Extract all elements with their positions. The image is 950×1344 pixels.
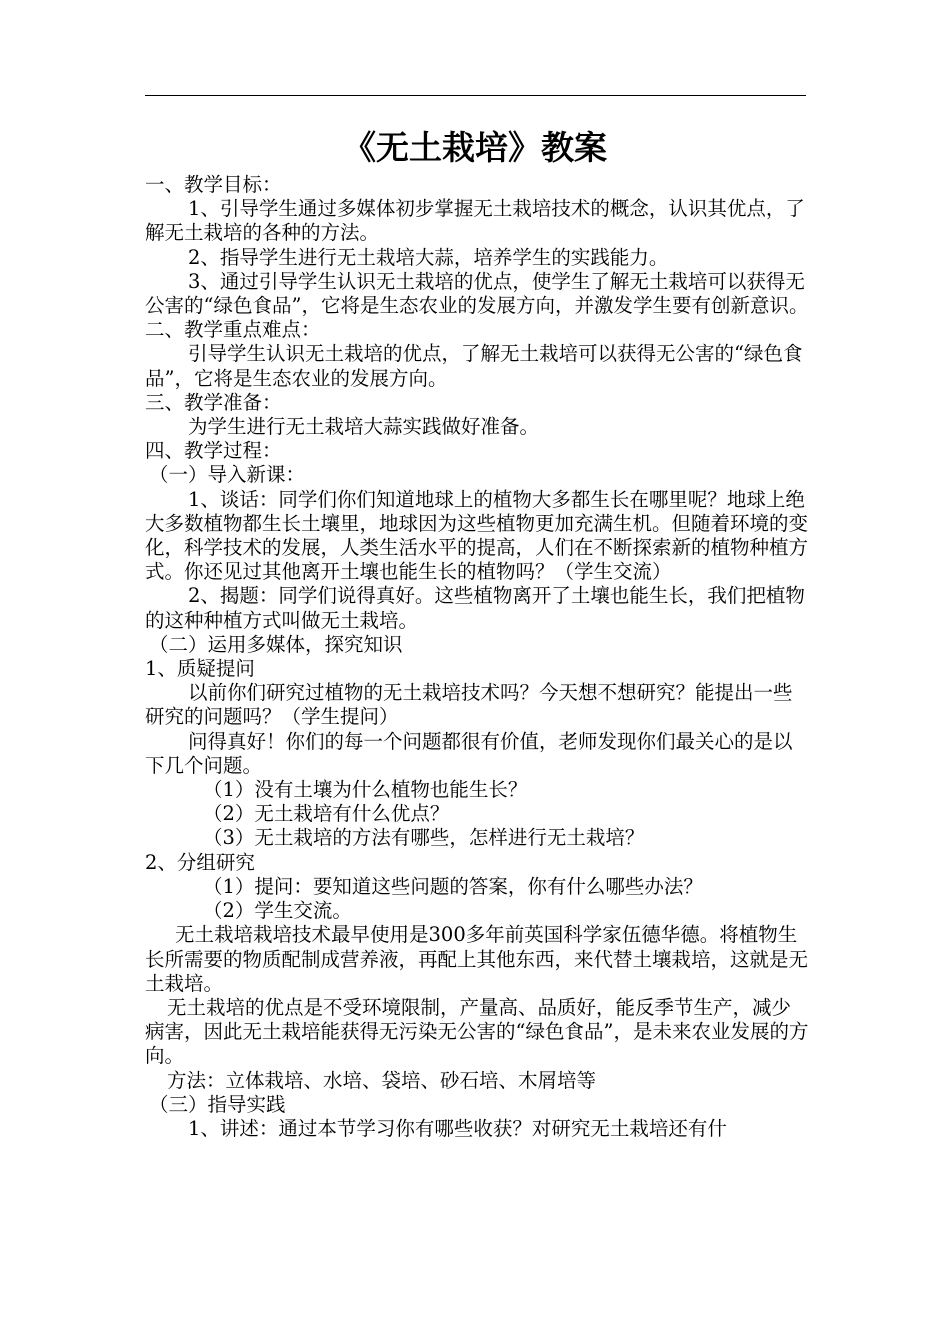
paragraph: 2、揭题：同学们说得真好。这些植物离开了土壤也能生长，我们把植物的这种种植方式叫做无土栽培。 <box>145 584 805 632</box>
paragraph: （3）无土栽培的方法有哪些，怎样进行无土栽培？ <box>203 826 645 850</box>
paragraph: 为学生进行无土栽培大蒜实践做好准备。 <box>188 415 540 439</box>
paragraph: 引导学生认识无土栽培的优点，了解无土栽培可以获得无公害的“绿色食品”，它将是生态农业的发展方向。 <box>145 342 803 390</box>
paragraph: （一）导入新课： <box>149 463 306 487</box>
document-body <box>145 173 810 1141</box>
paragraph: 1、讲述：通过本节学习你有哪些收获？对研究无土栽培还有什 <box>188 1116 727 1140</box>
paragraph: 问得真好！你们的每一个问题都很有价值，老师发现你们最关心的是以下几个问题。 <box>145 729 793 777</box>
paragraph: 四、教学过程： <box>145 439 282 463</box>
paragraph: 1、质疑提问 <box>145 657 255 681</box>
paragraph: 2、分组研究 <box>145 850 255 874</box>
paragraph: （2）无土栽培有什么优点？ <box>203 802 450 826</box>
document-title: 《无土栽培》教案 <box>343 128 607 167</box>
paragraph: 三、教学准备： <box>145 390 282 414</box>
paragraph: 2、指导学生进行无土栽培大蒜，培养学生的实践能力。 <box>188 245 669 269</box>
paragraph: 方法：立体栽培、水培、袋培、砂石培、木屑培等 <box>167 1068 597 1092</box>
paragraph: （1）没有土壤为什么植物也能生长？ <box>203 778 528 802</box>
paragraph: 以前你们研究过植物的无土栽培技术吗？今天想不想研究？能提出一些研究的问题吗？（学生提问） <box>145 681 793 729</box>
header-rule <box>145 95 806 96</box>
paragraph: 无土栽培的优点是不受环境限制，产量高、品质好，能反季节生产，减少病害，因此无土栽培能获得无污染无公害的“绿色食品”，是未来农业发展的方向。 <box>145 995 809 1068</box>
paragraph: 3、通过引导学生认识无土栽培的优点，使学生了解无土栽培可以获得无公害的“绿色食品”，它将是生态农业的发展方向，并激发学生要有创新意识。 <box>145 269 809 318</box>
paragraph: 一、教学目标： <box>145 173 282 196</box>
paragraph: 二、教学重点难点： <box>145 318 321 342</box>
paragraph: 1、引导学生通过多媒体初步掌握无土栽培技术的概念，认识其优点，了解无土栽培的各种的方法。 <box>145 197 805 245</box>
paragraph: （2）学生交流。 <box>203 899 352 923</box>
paragraph: （1）提问：要知道这些问题的答案，你有什么哪些办法？ <box>203 874 703 898</box>
paragraph: 1、谈话：同学们你们知道地球上的植物大多都生长在哪里呢？地球上绝大多数植物都生长土壤里，地球因为这些植物更加充满生机。但随着环境的变化，科学技术的发展，人类生活水平的提高，人们在不断探索新的植物种植方式。你还见过其他离开土壤也能生长的植物吗？（学生交流） <box>145 487 809 584</box>
paragraph: （三）指导实践 <box>149 1092 286 1116</box>
paragraph: （二）运用多媒体，探究知识 <box>149 632 403 656</box>
paragraph: 无土栽培栽培技术最早使用是300多年前英国科学家伍德华德。将植物生长所需要的物质配制成营养液，再配上其他东西，来代替土壤栽培，这就是无土栽培。 <box>145 923 809 995</box>
